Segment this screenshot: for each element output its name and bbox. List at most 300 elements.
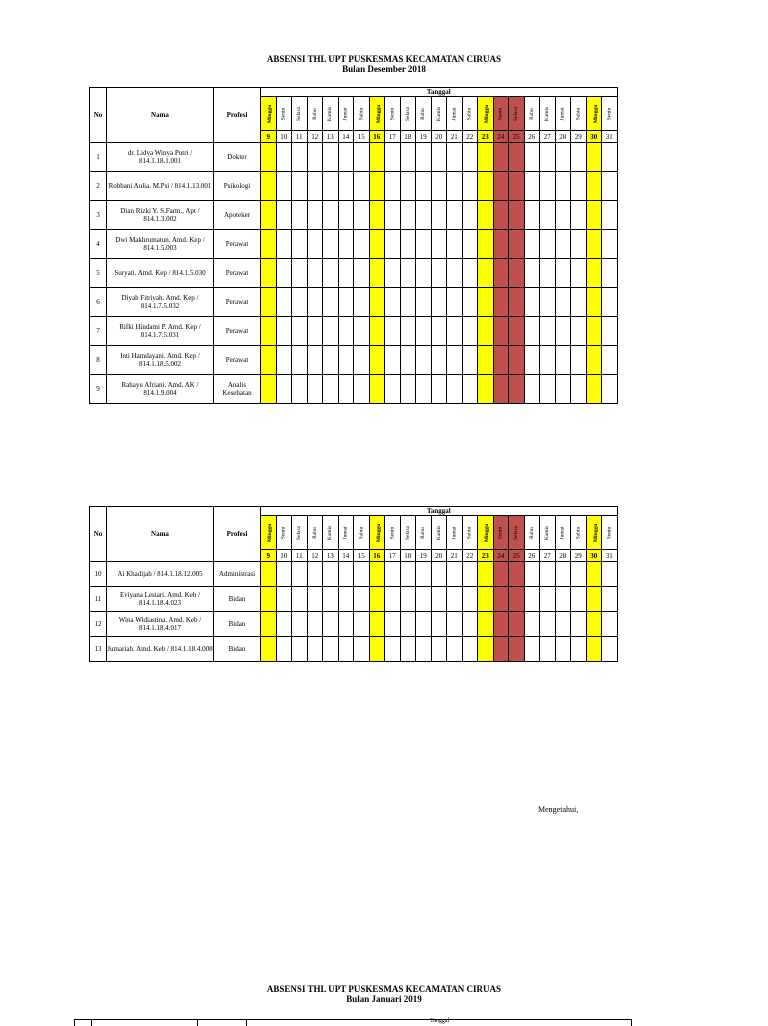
attendance-cell[interactable] — [524, 230, 540, 259]
attendance-cell[interactable] — [478, 143, 494, 172]
attendance-cell[interactable] — [431, 587, 447, 612]
attendance-cell[interactable] — [307, 230, 323, 259]
attendance-cell[interactable] — [602, 259, 618, 288]
attendance-cell[interactable] — [292, 612, 308, 637]
attendance-cell[interactable] — [524, 612, 540, 637]
attendance-cell[interactable] — [493, 230, 509, 259]
attendance-cell[interactable] — [509, 346, 525, 375]
attendance-cell[interactable] — [431, 143, 447, 172]
attendance-cell[interactable] — [323, 172, 339, 201]
attendance-cell[interactable] — [338, 172, 354, 201]
attendance-cell[interactable] — [478, 201, 494, 230]
attendance-cell[interactable] — [447, 612, 463, 637]
attendance-cell[interactable] — [400, 637, 416, 662]
attendance-cell[interactable] — [416, 201, 432, 230]
attendance-cell[interactable] — [385, 143, 401, 172]
attendance-cell[interactable] — [493, 375, 509, 404]
attendance-cell[interactable] — [524, 317, 540, 346]
attendance-cell[interactable] — [602, 230, 618, 259]
attendance-cell[interactable] — [493, 143, 509, 172]
attendance-cell[interactable] — [400, 587, 416, 612]
attendance-cell[interactable] — [540, 562, 556, 587]
attendance-cell[interactable] — [276, 172, 292, 201]
attendance-cell[interactable] — [307, 375, 323, 404]
attendance-cell[interactable] — [509, 288, 525, 317]
attendance-cell[interactable] — [292, 288, 308, 317]
attendance-cell[interactable] — [602, 375, 618, 404]
attendance-cell[interactable] — [416, 288, 432, 317]
attendance-cell[interactable] — [431, 375, 447, 404]
attendance-cell[interactable] — [292, 143, 308, 172]
attendance-cell[interactable] — [431, 230, 447, 259]
attendance-cell[interactable] — [323, 637, 339, 662]
attendance-cell[interactable] — [354, 288, 370, 317]
attendance-cell[interactable] — [385, 317, 401, 346]
attendance-cell[interactable] — [416, 317, 432, 346]
attendance-cell[interactable] — [354, 230, 370, 259]
attendance-cell[interactable] — [416, 143, 432, 172]
attendance-cell[interactable] — [416, 637, 432, 662]
attendance-cell[interactable] — [540, 317, 556, 346]
attendance-cell[interactable] — [540, 172, 556, 201]
attendance-cell[interactable] — [323, 562, 339, 587]
attendance-cell[interactable] — [493, 612, 509, 637]
attendance-cell[interactable] — [416, 587, 432, 612]
attendance-cell[interactable] — [447, 230, 463, 259]
attendance-cell[interactable] — [602, 201, 618, 230]
attendance-cell[interactable] — [540, 612, 556, 637]
attendance-cell[interactable] — [586, 637, 602, 662]
attendance-cell[interactable] — [369, 288, 385, 317]
attendance-cell[interactable] — [354, 562, 370, 587]
attendance-cell[interactable] — [400, 172, 416, 201]
attendance-cell[interactable] — [369, 562, 385, 587]
attendance-cell[interactable] — [540, 346, 556, 375]
attendance-cell[interactable] — [416, 612, 432, 637]
attendance-cell[interactable] — [292, 317, 308, 346]
attendance-cell[interactable] — [586, 612, 602, 637]
attendance-cell[interactable] — [524, 375, 540, 404]
attendance-cell[interactable] — [524, 172, 540, 201]
attendance-cell[interactable] — [276, 201, 292, 230]
day-name-label: Selasa — [513, 525, 520, 541]
attendance-cell[interactable] — [292, 587, 308, 612]
attendance-cell[interactable] — [524, 288, 540, 317]
attendance-cell[interactable] — [323, 288, 339, 317]
attendance-cell[interactable] — [571, 259, 587, 288]
attendance-cell[interactable] — [571, 230, 587, 259]
attendance-cell[interactable] — [509, 317, 525, 346]
attendance-cell[interactable] — [602, 317, 618, 346]
attendance-cell[interactable] — [369, 259, 385, 288]
attendance-cell[interactable] — [462, 143, 478, 172]
attendance-cell[interactable] — [385, 562, 401, 587]
attendance-cell[interactable] — [354, 143, 370, 172]
attendance-cell[interactable] — [462, 317, 478, 346]
attendance-cell[interactable] — [447, 201, 463, 230]
attendance-cell[interactable] — [261, 172, 277, 201]
attendance-cell[interactable] — [586, 201, 602, 230]
attendance-cell[interactable] — [385, 172, 401, 201]
attendance-cell[interactable] — [493, 637, 509, 662]
attendance-cell[interactable] — [509, 587, 525, 612]
attendance-cell[interactable] — [555, 562, 571, 587]
attendance-cell[interactable] — [338, 288, 354, 317]
attendance-cell[interactable] — [431, 562, 447, 587]
attendance-cell[interactable] — [416, 230, 432, 259]
attendance-cell[interactable] — [292, 259, 308, 288]
attendance-cell[interactable] — [261, 143, 277, 172]
attendance-cell[interactable] — [462, 612, 478, 637]
attendance-cell[interactable] — [431, 612, 447, 637]
attendance-cell[interactable] — [307, 172, 323, 201]
attendance-cell[interactable] — [354, 317, 370, 346]
attendance-cell[interactable] — [323, 346, 339, 375]
attendance-cell[interactable] — [493, 259, 509, 288]
attendance-cell[interactable] — [571, 612, 587, 637]
attendance-cell[interactable] — [586, 172, 602, 201]
attendance-cell[interactable] — [416, 562, 432, 587]
attendance-cell[interactable] — [400, 346, 416, 375]
attendance-cell[interactable] — [571, 201, 587, 230]
attendance-cell[interactable] — [447, 143, 463, 172]
attendance-cell[interactable] — [524, 143, 540, 172]
attendance-cell[interactable] — [509, 230, 525, 259]
attendance-cell[interactable] — [493, 172, 509, 201]
attendance-cell[interactable] — [338, 143, 354, 172]
attendance-cell[interactable] — [431, 346, 447, 375]
attendance-cell[interactable] — [307, 143, 323, 172]
attendance-cell[interactable] — [478, 587, 494, 612]
attendance-cell[interactable] — [462, 259, 478, 288]
attendance-cell[interactable] — [338, 637, 354, 662]
attendance-cell[interactable] — [338, 230, 354, 259]
attendance-cell[interactable] — [462, 288, 478, 317]
attendance-cell[interactable] — [307, 612, 323, 637]
attendance-cell[interactable] — [416, 346, 432, 375]
attendance-cell[interactable] — [276, 288, 292, 317]
attendance-cell[interactable] — [416, 259, 432, 288]
attendance-cell[interactable] — [276, 317, 292, 346]
attendance-cell[interactable] — [447, 346, 463, 375]
attendance-cell[interactable] — [400, 230, 416, 259]
attendance-cell[interactable] — [493, 288, 509, 317]
attendance-cell[interactable] — [478, 317, 494, 346]
attendance-cell[interactable] — [447, 562, 463, 587]
attendance-cell[interactable] — [509, 637, 525, 662]
attendance-cell[interactable] — [493, 562, 509, 587]
attendance-cell[interactable] — [540, 375, 556, 404]
attendance-cell[interactable] — [292, 375, 308, 404]
attendance-cell[interactable] — [602, 562, 618, 587]
attendance-cell[interactable] — [323, 612, 339, 637]
attendance-cell[interactable] — [369, 201, 385, 230]
attendance-cell[interactable] — [509, 259, 525, 288]
attendance-cell[interactable] — [338, 346, 354, 375]
attendance-cell[interactable] — [276, 587, 292, 612]
attendance-cell[interactable] — [400, 143, 416, 172]
attendance-cell[interactable] — [447, 587, 463, 612]
attendance-cell[interactable] — [493, 317, 509, 346]
attendance-cell[interactable] — [540, 288, 556, 317]
attendance-cell[interactable] — [524, 346, 540, 375]
attendance-cell[interactable] — [478, 259, 494, 288]
attendance-cell[interactable] — [400, 201, 416, 230]
attendance-cell[interactable] — [307, 201, 323, 230]
attendance-cell[interactable] — [478, 288, 494, 317]
attendance-cell[interactable] — [555, 288, 571, 317]
attendance-cell[interactable] — [571, 288, 587, 317]
attendance-cell[interactable] — [555, 375, 571, 404]
attendance-cell[interactable] — [323, 375, 339, 404]
attendance-cell[interactable] — [261, 288, 277, 317]
attendance-cell[interactable] — [602, 288, 618, 317]
attendance-cell[interactable] — [431, 172, 447, 201]
attendance-cell[interactable] — [354, 259, 370, 288]
attendance-cell[interactable] — [540, 143, 556, 172]
attendance-cell[interactable] — [571, 346, 587, 375]
attendance-cell[interactable] — [323, 230, 339, 259]
attendance-cell[interactable] — [555, 201, 571, 230]
attendance-cell[interactable] — [462, 201, 478, 230]
attendance-cell[interactable] — [555, 230, 571, 259]
attendance-cell[interactable] — [400, 317, 416, 346]
attendance-cell[interactable] — [602, 587, 618, 612]
attendance-cell[interactable] — [478, 346, 494, 375]
attendance-cell[interactable] — [540, 230, 556, 259]
attendance-cell[interactable] — [509, 172, 525, 201]
attendance-cell[interactable] — [586, 317, 602, 346]
attendance-cell[interactable] — [369, 230, 385, 259]
attendance-cell[interactable] — [586, 587, 602, 612]
attendance-cell[interactable] — [323, 143, 339, 172]
attendance-cell[interactable] — [400, 562, 416, 587]
attendance-cell[interactable] — [276, 346, 292, 375]
attendance-cell[interactable] — [261, 230, 277, 259]
attendance-cell[interactable] — [555, 612, 571, 637]
attendance-cell[interactable] — [555, 346, 571, 375]
attendance-cell[interactable] — [292, 201, 308, 230]
attendance-cell[interactable] — [586, 288, 602, 317]
attendance-cell[interactable] — [261, 201, 277, 230]
attendance-cell[interactable] — [292, 637, 308, 662]
attendance-cell[interactable] — [323, 317, 339, 346]
attendance-cell[interactable] — [524, 562, 540, 587]
attendance-cell[interactable] — [602, 637, 618, 662]
attendance-cell[interactable] — [571, 317, 587, 346]
attendance-cell[interactable] — [369, 637, 385, 662]
attendance-cell[interactable] — [431, 637, 447, 662]
attendance-cell[interactable] — [586, 230, 602, 259]
attendance-cell[interactable] — [602, 143, 618, 172]
attendance-cell[interactable] — [540, 201, 556, 230]
attendance-cell[interactable] — [354, 637, 370, 662]
attendance-cell[interactable] — [354, 612, 370, 637]
attendance-cell[interactable] — [400, 612, 416, 637]
attendance-cell[interactable] — [555, 172, 571, 201]
attendance-cell[interactable] — [524, 587, 540, 612]
attendance-cell[interactable] — [354, 172, 370, 201]
attendance-cell[interactable] — [338, 375, 354, 404]
attendance-cell[interactable] — [369, 317, 385, 346]
attendance-cell[interactable] — [462, 346, 478, 375]
attendance-cell[interactable] — [447, 288, 463, 317]
attendance-cell[interactable] — [369, 172, 385, 201]
attendance-cell[interactable] — [431, 288, 447, 317]
attendance-cell[interactable] — [462, 230, 478, 259]
attendance-cell[interactable] — [416, 172, 432, 201]
attendance-cell[interactable] — [462, 172, 478, 201]
attendance-cell[interactable] — [307, 587, 323, 612]
attendance-cell[interactable] — [369, 375, 385, 404]
attendance-cell[interactable] — [261, 375, 277, 404]
attendance-cell[interactable] — [431, 259, 447, 288]
attendance-cell[interactable] — [261, 346, 277, 375]
attendance-cell[interactable] — [571, 637, 587, 662]
attendance-cell[interactable] — [431, 317, 447, 346]
attendance-cell[interactable] — [571, 375, 587, 404]
attendance-cell[interactable] — [555, 637, 571, 662]
attendance-cell[interactable] — [586, 562, 602, 587]
attendance-cell[interactable] — [524, 259, 540, 288]
attendance-cell[interactable] — [338, 612, 354, 637]
attendance-cell[interactable] — [354, 201, 370, 230]
attendance-cell[interactable] — [276, 562, 292, 587]
attendance-cell[interactable] — [555, 317, 571, 346]
attendance-cell[interactable] — [478, 612, 494, 637]
attendance-cell[interactable] — [276, 230, 292, 259]
attendance-cell[interactable] — [323, 259, 339, 288]
attendance-cell[interactable] — [509, 562, 525, 587]
attendance-cell[interactable] — [586, 346, 602, 375]
attendance-cell[interactable] — [369, 612, 385, 637]
attendance-cell[interactable] — [571, 172, 587, 201]
attendance-cell[interactable] — [261, 612, 277, 637]
attendance-cell[interactable] — [509, 375, 525, 404]
attendance-cell[interactable] — [586, 375, 602, 404]
attendance-cell[interactable] — [462, 562, 478, 587]
attendance-cell[interactable] — [261, 317, 277, 346]
attendance-cell[interactable] — [586, 143, 602, 172]
attendance-cell[interactable] — [571, 587, 587, 612]
attendance-cell[interactable] — [276, 612, 292, 637]
attendance-cell[interactable] — [431, 201, 447, 230]
attendance-cell[interactable] — [323, 587, 339, 612]
attendance-cell[interactable] — [493, 587, 509, 612]
attendance-cell[interactable] — [276, 143, 292, 172]
attendance-cell[interactable] — [400, 375, 416, 404]
attendance-cell[interactable] — [338, 259, 354, 288]
attendance-cell[interactable] — [555, 143, 571, 172]
attendance-cell[interactable] — [555, 259, 571, 288]
attendance-cell[interactable] — [509, 612, 525, 637]
attendance-cell[interactable] — [307, 346, 323, 375]
attendance-cell[interactable] — [493, 346, 509, 375]
attendance-cell[interactable] — [354, 375, 370, 404]
attendance-cell[interactable] — [555, 587, 571, 612]
attendance-cell[interactable] — [385, 346, 401, 375]
attendance-cell[interactable] — [462, 375, 478, 404]
attendance-cell[interactable] — [292, 562, 308, 587]
attendance-cell[interactable] — [447, 317, 463, 346]
attendance-cell[interactable] — [369, 346, 385, 375]
attendance-cell[interactable] — [385, 259, 401, 288]
attendance-cell[interactable] — [602, 346, 618, 375]
attendance-cell[interactable] — [400, 259, 416, 288]
attendance-cell[interactable] — [462, 637, 478, 662]
attendance-cell[interactable] — [540, 259, 556, 288]
attendance-cell[interactable] — [602, 612, 618, 637]
attendance-cell[interactable] — [307, 317, 323, 346]
attendance-cell[interactable] — [462, 587, 478, 612]
attendance-cell[interactable] — [571, 143, 587, 172]
attendance-cell[interactable] — [369, 587, 385, 612]
attendance-cell[interactable] — [292, 172, 308, 201]
attendance-cell[interactable] — [276, 637, 292, 662]
attendance-cell[interactable] — [307, 288, 323, 317]
attendance-cell[interactable] — [400, 288, 416, 317]
attendance-cell[interactable] — [509, 143, 525, 172]
attendance-cell[interactable] — [276, 375, 292, 404]
attendance-cell[interactable] — [478, 375, 494, 404]
attendance-cell[interactable] — [478, 637, 494, 662]
attendance-cell[interactable] — [571, 562, 587, 587]
attendance-cell[interactable] — [338, 201, 354, 230]
attendance-cell[interactable] — [447, 375, 463, 404]
attendance-cell[interactable] — [385, 288, 401, 317]
attendance-cell[interactable] — [478, 562, 494, 587]
attendance-cell[interactable] — [524, 201, 540, 230]
attendance-cell[interactable] — [447, 172, 463, 201]
attendance-cell[interactable] — [602, 172, 618, 201]
attendance-cell[interactable] — [292, 230, 308, 259]
attendance-cell[interactable] — [447, 637, 463, 662]
attendance-cell[interactable] — [385, 637, 401, 662]
attendance-cell[interactable] — [478, 172, 494, 201]
attendance-cell[interactable] — [338, 587, 354, 612]
attendance-cell[interactable] — [540, 637, 556, 662]
attendance-cell[interactable] — [385, 612, 401, 637]
attendance-cell[interactable] — [416, 375, 432, 404]
attendance-cell[interactable] — [307, 562, 323, 587]
attendance-cell[interactable] — [307, 637, 323, 662]
attendance-cell[interactable] — [261, 637, 277, 662]
attendance-cell[interactable] — [524, 637, 540, 662]
attendance-cell[interactable] — [338, 317, 354, 346]
attendance-cell[interactable] — [323, 201, 339, 230]
attendance-cell[interactable] — [540, 587, 556, 612]
attendance-cell[interactable] — [292, 346, 308, 375]
attendance-cell[interactable] — [276, 259, 292, 288]
attendance-cell[interactable] — [385, 201, 401, 230]
attendance-cell[interactable] — [385, 375, 401, 404]
attendance-cell[interactable] — [493, 201, 509, 230]
attendance-cell[interactable] — [261, 259, 277, 288]
attendance-cell[interactable] — [447, 259, 463, 288]
attendance-cell[interactable] — [369, 143, 385, 172]
attendance-cell[interactable] — [354, 587, 370, 612]
attendance-cell[interactable] — [385, 230, 401, 259]
attendance-cell[interactable] — [261, 562, 277, 587]
attendance-cell[interactable] — [586, 259, 602, 288]
attendance-cell[interactable] — [307, 259, 323, 288]
attendance-cell[interactable] — [478, 230, 494, 259]
attendance-cell[interactable] — [338, 562, 354, 587]
attendance-cell[interactable] — [509, 201, 525, 230]
attendance-cell[interactable] — [261, 587, 277, 612]
attendance-cell[interactable] — [385, 587, 401, 612]
attendance-cell[interactable] — [354, 346, 370, 375]
